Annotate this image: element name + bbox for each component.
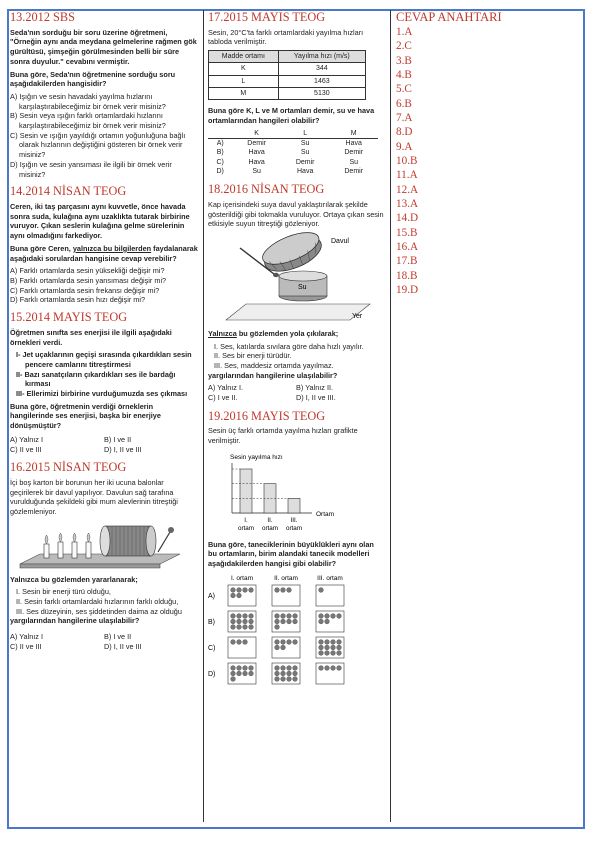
question-stem: Kap içerisindeki suya davul yaklaştırılarak şekilde gösterildiği gibi tokmakla vuruluyor. Ortaya çıkan sesin etkisiyle suyun titreştiği gözleniyor. — [208, 199, 384, 229]
option-c[interactable]: C) Farklı ortamlarda sesin frekansı değişir mi? — [10, 285, 160, 295]
question-text: Buna göre K, L ve M ortamları demir, su ve hava ortamlarından hangileri olabilir? — [208, 106, 375, 126]
answer-item: 19.D — [396, 283, 419, 296]
question-heading: 14.2014 NİSAN TEOG — [10, 184, 127, 199]
question-19 — [208, 409, 384, 693]
particle — [325, 645, 330, 650]
option-d[interactable]: D) I, II ve III — [104, 444, 142, 454]
particle — [243, 587, 248, 592]
particle — [337, 645, 342, 650]
table-row — [209, 88, 366, 100]
particle — [231, 676, 236, 681]
particle — [237, 613, 242, 618]
table-header: Yayılma hızı (m/s) — [278, 51, 365, 63]
answer-key-title: CEVAP ANAHTARI — [396, 10, 502, 24]
answer-item: 16.A — [396, 240, 419, 253]
question-13 — [10, 10, 198, 179]
particle — [231, 671, 236, 676]
particle — [319, 619, 324, 624]
answer-item: 12.A — [396, 183, 419, 196]
x-tick-label: ortam — [261, 524, 279, 532]
option-c[interactable]: C) I ve II. — [208, 393, 238, 403]
column-divider — [390, 10, 391, 822]
particle — [275, 613, 280, 618]
answer-item: 2.C — [396, 40, 412, 53]
drum-water-figure — [218, 232, 378, 326]
particle — [325, 613, 330, 618]
question-heading: 17.2015 MAYIS TEOG — [208, 10, 326, 24]
particle — [281, 676, 286, 681]
column-left — [10, 10, 198, 832]
question-18 — [208, 182, 384, 402]
option-a[interactable]: A) Yalnız I. — [208, 383, 244, 393]
answer-item: 3.B — [396, 54, 412, 67]
particle — [331, 665, 336, 670]
answer-item: 7.A — [396, 111, 413, 124]
choice-row-c[interactable] — [208, 158, 378, 167]
model-row-label[interactable]: D) — [208, 670, 216, 678]
chart-ylabel: Sesin yayılma hızı — [230, 453, 283, 461]
particle — [287, 587, 292, 592]
table-header: Madde ortamı — [209, 51, 279, 63]
particle — [325, 639, 330, 644]
particle — [331, 645, 336, 650]
particle — [293, 671, 298, 676]
particle — [249, 619, 254, 624]
particle — [237, 619, 242, 624]
drum-candles-figure — [10, 520, 190, 572]
particle — [331, 613, 336, 618]
particle — [237, 624, 242, 629]
question-14 — [10, 184, 198, 305]
statement-2: II. Sesin farklı ortamlardaki hızlarının farklı olduğu, — [16, 596, 179, 606]
particle — [275, 676, 280, 681]
particle — [319, 645, 324, 650]
choice-row-d[interactable] — [208, 167, 378, 176]
model-column-header: I. ortam — [230, 574, 254, 582]
question-heading: 16.2015 NİSAN TEOG — [10, 460, 127, 475]
option-b[interactable]: B) Sesin veya ışığın farklı ortamlardaki hızlarını karşılaştırabileceğimiz bir örnek verir misiniz? — [10, 111, 166, 131]
statement-1: I. Ses, katılarda sıvılara göre daha hızlı yayılır. — [214, 341, 364, 351]
particle — [281, 587, 286, 592]
particle — [243, 619, 248, 624]
question-text: Buna göre, öğretmenin verdiği örneklerin hangilerinde ses enerjisi, başka bir enerjiye dönüşmüştür? — [10, 401, 161, 431]
particle — [287, 665, 292, 670]
statement-3: III- Ellerimizi birbirine vurduğumuzda ses çıkması — [16, 389, 188, 399]
particle — [281, 639, 286, 644]
question-underlined: Yalnızca — [208, 328, 237, 338]
table-cell: 344 — [278, 63, 365, 75]
option-b[interactable]: B) I ve II — [104, 434, 132, 444]
option-a[interactable]: A) Yalnız I — [10, 632, 43, 642]
particle — [275, 619, 280, 624]
column-divider — [203, 10, 204, 822]
answer-item: 11.A — [396, 169, 418, 182]
question-stem: Öğretmen sınıfta ses enerjisi ile ilgili aşağıdaki örnekleri verdi. — [10, 327, 172, 347]
particle — [337, 613, 342, 618]
question-heading: 19.2016 MAYIS TEOG — [208, 408, 326, 423]
choice-cell: Demir — [247, 140, 266, 148]
particle — [237, 587, 242, 592]
particle — [319, 665, 324, 670]
particle — [337, 650, 342, 655]
choice-header — [208, 129, 232, 139]
particle — [293, 613, 298, 618]
answer-item: 5.C — [396, 83, 412, 96]
choice-cell: Hava — [248, 158, 265, 166]
choices-table — [208, 129, 378, 176]
answer-item: 8.D — [396, 126, 413, 139]
particle-models — [208, 572, 378, 690]
particle — [287, 613, 292, 618]
particle — [281, 619, 286, 624]
particle — [231, 613, 236, 618]
option-d[interactable]: D) Işığın ve sesin yansıması ile ilgili bir örnek verir misiniz? — [10, 159, 172, 179]
option-b[interactable]: B) I ve II — [104, 632, 132, 642]
particle — [275, 587, 280, 592]
option-b[interactable]: B) Farklı ortamlarda sesin yansıması değişir mi? — [10, 275, 167, 285]
model-column-header: II. ortam — [274, 574, 298, 582]
model-column-header: III. ortam — [317, 574, 343, 582]
particle — [281, 665, 286, 670]
particle — [287, 671, 292, 676]
table-cell: 5130 — [278, 88, 365, 100]
question-heading: 18.2016 NİSAN TEOG — [208, 182, 325, 197]
choice-header: M — [329, 129, 378, 139]
choice-cell: Hava — [248, 149, 265, 157]
particle — [249, 665, 254, 670]
question-part: faydalanarak aşağıdaki sorulardan hangisine cevap verebilir? — [10, 243, 198, 263]
column-right — [396, 10, 566, 832]
question-text: Buna göre, Seda'nın öğretmenine sorduğu soru aşağıdakilerden hangisidir? — [10, 69, 176, 89]
particle — [319, 650, 324, 655]
model-row-label[interactable]: A) — [208, 592, 215, 600]
ground-label: Yer — [352, 313, 363, 321]
question-text: Yalnızca bu gözlemden yararlanarak; — [10, 574, 138, 584]
particle — [281, 645, 286, 650]
particle — [337, 639, 342, 644]
particle — [325, 665, 330, 670]
particle — [325, 650, 330, 655]
answer-item: 1.A — [396, 26, 413, 38]
particle — [275, 624, 280, 629]
table-cell: K — [209, 63, 279, 75]
bar — [240, 469, 252, 513]
statement-2: II- Bazı sanatçıların çıkardıkları ses ile bardağı kırması — [16, 369, 176, 389]
speed-table — [208, 50, 366, 100]
particle — [249, 587, 254, 592]
question-15 — [10, 310, 198, 454]
particle — [275, 639, 280, 644]
particle — [287, 639, 292, 644]
particle — [331, 639, 336, 644]
option-d[interactable]: D) I, II ve III. — [296, 393, 336, 403]
particle — [243, 671, 248, 676]
column-middle — [208, 10, 384, 832]
options — [10, 435, 198, 454]
particle — [237, 593, 242, 598]
choice-cell: Demir — [344, 149, 364, 157]
particle — [287, 619, 292, 624]
answer-item: 9.A — [396, 140, 413, 153]
bar — [288, 498, 300, 513]
particle — [231, 593, 236, 598]
choice-cell: Hava — [345, 140, 362, 148]
question-part: Buna göre Ceren, — [10, 243, 73, 253]
question-stem: Ceren, iki taş parçasını aynı kuvvetle, önce havada sonra suda, kulağına aynı uzaklıkta tutarak birbirine vuruyor. Çıkan seslerin kulağına gelme sürelerinin aynı olmadığını farkediyor. — [10, 202, 190, 241]
particle — [231, 624, 236, 629]
table-row — [209, 63, 366, 75]
particle — [237, 671, 242, 676]
particle — [243, 639, 248, 644]
answer-item: 4.B — [396, 68, 412, 81]
choice-cell: Su — [300, 140, 310, 148]
option-b[interactable]: B) Yalnız II. — [296, 383, 334, 393]
particle — [231, 639, 236, 644]
speed-chart — [208, 449, 358, 537]
particle — [319, 639, 324, 644]
answer-item: 14.D — [396, 212, 419, 225]
particle — [281, 613, 286, 618]
choice-letter: A) — [216, 140, 224, 148]
question-16 — [10, 460, 198, 651]
particle — [231, 665, 236, 670]
statement-1: I. Sesin bir enerji türü olduğu, — [16, 587, 111, 597]
choice-letter: D) — [216, 167, 224, 175]
option-d[interactable]: D) I, II ve III — [104, 641, 142, 651]
answer-item: 6.B — [396, 97, 412, 110]
particle — [231, 619, 236, 624]
choice-cell: Demir — [344, 167, 364, 175]
model-row-label[interactable]: B) — [208, 618, 215, 626]
answer-list — [396, 25, 566, 297]
particle — [237, 665, 242, 670]
choice-cell: Su — [349, 158, 358, 166]
particle — [243, 624, 248, 629]
particle — [281, 671, 286, 676]
particle — [331, 650, 336, 655]
choice-letter: B) — [216, 149, 224, 157]
option-c[interactable]: C) II ve III — [10, 641, 42, 651]
question-part: bu gözlemden yola çıkılarak; — [236, 328, 339, 338]
question-heading: 13.2012 SBS — [10, 10, 75, 24]
options — [10, 632, 198, 651]
particle — [275, 645, 280, 650]
options — [208, 383, 384, 402]
drum-label: Davul — [331, 238, 349, 246]
answer-item: 18.B — [396, 269, 418, 282]
x-tick-label: II. — [267, 516, 273, 524]
choice-cell: Demir — [295, 158, 315, 166]
option-a[interactable]: A) Işığın ve sesin havadaki yayılma hızlarını karşılaştırabileceğimiz bir örnek verir misiniz? — [10, 91, 166, 111]
answer-item: 13.A — [396, 197, 419, 210]
choice-row-a[interactable] — [208, 139, 378, 149]
question-stem: Seda'nın sorduğu bir soru üzerine öğretmeni, "Örneğin aynı anda meydana gelmelerine rağmen gök gürültüsü, şimşeğin görülmesinden belli bir süre sonra duyulur." cevabını vermiştir. — [10, 27, 197, 66]
option-a[interactable]: A) Yalnız I — [10, 434, 43, 444]
statement-3: III. Ses, maddesiz ortamda yayılmaz. — [214, 360, 334, 370]
question-text: Buna göre, taneciklerinin büyüklükleri aynı olan bu ortamların, birim alandaki tanecik modelleri aşağıdakilerden hangisi gibi olabilir? — [208, 539, 374, 568]
answer-item: 15.B — [396, 226, 418, 239]
particle — [293, 676, 298, 681]
table-row — [209, 75, 366, 87]
table-cell: 1463 — [278, 75, 365, 87]
question-stem: Sesin üç farklı ortamda yayılma hızları grafikte verilmiştir. — [208, 426, 358, 446]
options — [10, 92, 198, 179]
particle — [319, 613, 324, 618]
option-d[interactable]: D) Farklı ortamlarda sesin hızı değişir mi? — [10, 295, 146, 305]
choice-cell: Hava — [297, 167, 314, 175]
particle — [249, 613, 254, 618]
option-c[interactable]: C) II ve III — [10, 444, 42, 454]
particle — [287, 676, 292, 681]
question-conclusion: yargılarından hangilerine ulaşılabilir? — [10, 616, 140, 626]
particle — [275, 665, 280, 670]
particle — [293, 619, 298, 624]
particle — [243, 613, 248, 618]
choice-letter: C) — [216, 158, 224, 166]
question-17 — [208, 10, 384, 176]
water-label: Su — [298, 284, 307, 292]
options — [10, 266, 198, 305]
option-a[interactable]: A) Farklı ortamlarda sesin yüksekliği değişir mi? — [10, 266, 165, 276]
particle — [293, 665, 298, 670]
question-stem: Sesin, 20°C'ta farklı ortamlardaki yayılma hızları tabloda verilmiştir. — [208, 27, 364, 47]
question-stem: İçi boş karton bir borunun her iki ucuna balonlar geçirilerek bir davul yapılıyor. Davulun sağ tarafına vurulduğunda şekildeki gibi mum alevlerinin titreştiği gözlemleniyor. — [10, 478, 178, 517]
answer-item: 10.B — [396, 154, 418, 167]
particle — [337, 665, 342, 670]
question-text — [208, 329, 384, 339]
answer-item: 17.B — [396, 255, 418, 268]
question-text — [10, 244, 198, 263]
choice-header: K — [232, 129, 281, 139]
particle — [249, 624, 254, 629]
particle — [319, 587, 324, 592]
x-tick-label: III. — [290, 516, 298, 524]
table-cell: M — [209, 88, 279, 100]
question-underlined: yalnızca bu bilgilerden — [72, 243, 152, 253]
x-tick-label: I. — [244, 516, 248, 524]
chart-xlabel: Ortam — [316, 510, 335, 518]
particle — [249, 671, 254, 676]
particle — [275, 671, 280, 676]
statement-2: II. Ses bir enerji türüdür. — [214, 351, 292, 361]
question-heading: 15.2014 MAYIS TEOG — [10, 310, 128, 325]
particle — [231, 587, 236, 592]
choice-cell: Su — [252, 167, 261, 175]
choice-row-b[interactable] — [208, 148, 378, 157]
particle — [243, 665, 248, 670]
model-row-label[interactable]: C) — [208, 644, 216, 652]
option-c[interactable]: C) Sesin ve ışığın yayıldığı ortamın yoğunluğuna bağlı olarak hızlarının değiştiğini gösteren bir örnek verir misiniz? — [10, 130, 186, 160]
choice-cell: Su — [300, 149, 310, 157]
x-tick-label: ortam — [285, 524, 303, 532]
question-conclusion: yargılarından hangilerine ulaşılabilir? — [208, 370, 338, 380]
statement-3: III. Ses düzeyinin, ses şiddetinden daima az olduğu — [16, 606, 182, 616]
particle — [237, 639, 242, 644]
choice-header: L — [281, 129, 330, 139]
particle — [325, 619, 330, 624]
statement-1: I- Jet uçaklarının geçişi sırasında çıkardıkları sesin pencere camlarını titreştirmesi — [16, 350, 192, 369]
x-tick-label: ortam — [237, 524, 255, 532]
particle — [293, 639, 298, 644]
table-cell: L — [209, 75, 279, 87]
